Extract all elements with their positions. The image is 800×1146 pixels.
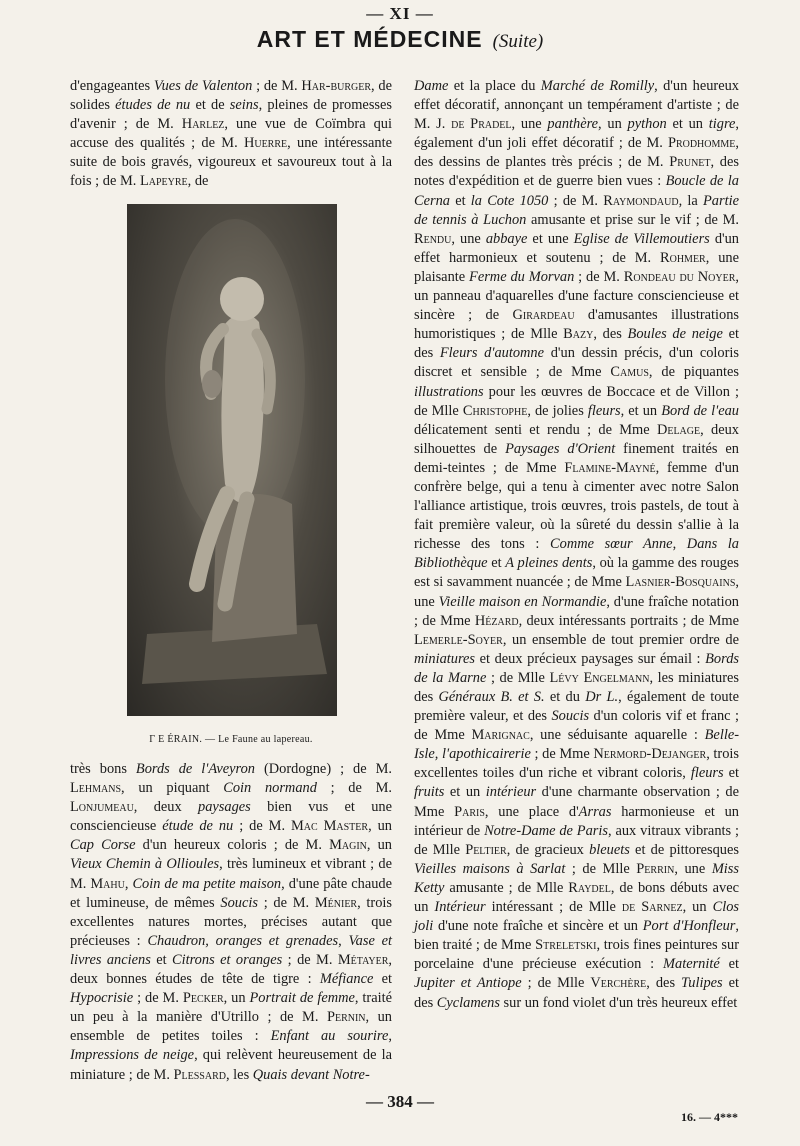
work-title: Maternité — [663, 956, 720, 973]
name-smallcaps: Camus — [610, 364, 649, 381]
name-smallcaps: Girardeau — [512, 307, 575, 324]
name-smallcaps: de Sarnez — [621, 899, 683, 916]
name-smallcaps: Lapeyre — [139, 173, 188, 190]
work-title: Intérieur — [434, 899, 486, 916]
name-smallcaps: Magin — [329, 837, 367, 854]
page-marker: — XI — — [366, 4, 434, 23]
work-title: Quais devant Notre- — [252, 1066, 370, 1083]
name-smallcaps: Pernin — [326, 1009, 366, 1026]
name-smallcaps: Plessard — [173, 1066, 226, 1083]
work-title: Portrait de femme — [249, 990, 355, 1007]
page-number: — 384 — — [366, 1092, 434, 1111]
work-title: paysages — [198, 799, 251, 816]
work-title: Partie de tennis à Luchon — [414, 192, 739, 228]
work-title: fleurs — [587, 402, 621, 419]
paragraph: Dame et la place du Marché de Romilly, d'un heureux effet décoratif, annonçant un tempérament d'artiste ; de M. J. de Pradel, une panthère, un python et un tigre, également d'un joli effet décoratif ; de M. Prodhomme, des dessins de plantes très précis ; de M. Prunet, des notes d'expédition et de guerre bien vues : Boucle de la Cerna et la Cote 1050 ; de M. Raymondaud, la Partie de tennis à Luchon amusante et prise sur le vif ; de M. Rendu, une abbaye et une Eglise de Villemoutiers d'un effet harmonieux et soutenu ; de M. Rohmer, une plaisante Ferme du Morvan ; de M. Rondeau du Noyer, un panneau d'aquarelles d'une facture consciencieuse et sincère ; de Girardeau d'amusantes illustrations humoristiques ; de Mlle Bazy, des Boules de neige et des Fleurs d'automne d'un dessin précis, d'un coloris discret et sensible ; de Mme Camus, de piquantes illustrations pour les œuvres de Boccace et de Villon ; de Mlle Christophe, de jolies fleurs, et un Bord de l'eau délicatement senti et rendu ; de Mme Delage, deux silhouettes de Paysages d'Orient finement traités en demi-teintes ; de Mme Flamine-Mayné, femme d'un confrère belge, qui a tenu à cimenter avec notre Salon l'alliance artistique, trois œuvres, trois pastels, de tout à fait première valeur, où la sûreté du dessin s'allie à la richesse des tons : Comme sœur Anne, Dans la Bibliothèque et A pleines dents, où la gamme des rouges est si savamment nuancée ; de Mme Lasnier-Bosquains, une Vieille maison en Normandie, d'une fraîche notation ; de Mme Hézard, deux intéressants portraits ; de Mme Lemerle-Soyer, un ensemble de tout premier ordre de miniatures et deux précieux paysages sur émail : Bords de la Marne ; de Mlle Lévy Engelmann, les miniatures des Généraux B. et S. et du Dr L., également de toute première valeur, et des Soucis d'un coloris vif et franc ; de Mme Marignac, une séduisante aquarelle : Belle-Isle, l'apothicairerie ; de Mme Nermord-Dejanger, trois excellentes toiles d'un riche et vibrant coloris, fleurs et fruits et un intérieur d'une charmante observation ; de Mme Paris, une place d'Arras harmonieuse et un intérieur de Notre-Dame de Paris, aux vitraux vibrants ; de Mlle Peltier, de gracieux bleuets et de pittoresques Vieilles maisons à Sarlat ; de Mlle Perrin, une Miss Ketty amusante ; de Mlle Raydel, de bons débuts avec un Intérieur intéressant ; de Mlle de Sarnez, un Clos joli d'une note fraîche et sincère et un Port d'Honfleur, bien traité ; de Mme Streletski, trois fines peintures sur porcelaine d'une précieuse exécution : Maternité et Jupiter et Antiope ; de Mlle Verchère, des Tulipes et des Cyclamens sur un fond violet d'un très heureux effet — [414, 78, 740, 1011]
name-smallcaps: J. de Pradel — [436, 116, 512, 133]
name-smallcaps: Mac Master — [290, 818, 369, 835]
work-title: Paysages d'Orient — [505, 440, 616, 457]
work-title: Fleurs d'automne — [439, 345, 544, 362]
work-title: Soucis — [220, 894, 258, 911]
work-title: miniatures — [414, 650, 476, 667]
sculpture-photo — [127, 204, 337, 716]
work-title: Port d'Honfleur — [642, 918, 736, 935]
name-smallcaps: Lehmans — [70, 780, 122, 797]
name-smallcaps: Rohmer — [660, 249, 706, 266]
caption-text: Le Faune au lapereau. — [218, 734, 313, 745]
work-title: Vieille maison en Normandie — [438, 593, 607, 610]
name-smallcaps: Métayer — [337, 951, 389, 968]
name-smallcaps: Ménier — [314, 894, 358, 911]
work-title: Vieux Chemin à Ollioules — [70, 856, 220, 873]
work-title: Comme sœur Anne — [550, 536, 673, 553]
work-title: illustrations — [414, 383, 484, 400]
work-title: seins — [229, 97, 259, 114]
work-title: Cap Corse — [70, 837, 136, 854]
work-title: Belle-Isle, l'apothicairerie — [414, 727, 739, 763]
work-title: Miss Ketty — [414, 860, 739, 896]
name-smallcaps: Lasnier-Bosquains — [625, 574, 736, 591]
work-title: Vieilles maisons à Sarlat — [414, 860, 566, 877]
work-title: Boules de neige — [627, 326, 723, 343]
work-title: étude de nu — [162, 818, 234, 835]
work-title: abbaye — [485, 230, 528, 247]
name-smallcaps: Marignac — [471, 727, 530, 744]
work-title: Eglise de Villemoutiers — [573, 230, 710, 247]
work-title: Chaudron, oranges et grenades — [147, 932, 339, 949]
signature-mark: 16. — 4*** — [681, 1110, 738, 1124]
article-header — [0, 26, 800, 53]
work-title: Ferme du Morvan — [469, 268, 575, 285]
work-title: Dr L. — [585, 689, 619, 705]
name-smallcaps: Prodhomme — [667, 135, 736, 152]
name-smallcaps: Raymondaud — [603, 192, 679, 209]
name-smallcaps: Perrin — [636, 860, 675, 877]
work-title: A pleines dents — [505, 555, 593, 572]
work-title: la Cote 1050 — [470, 192, 549, 209]
work-title: fleurs — [690, 765, 724, 782]
work-title: Généraux B. et S. — [438, 689, 545, 705]
name-smallcaps: Flamine-Mayné — [564, 459, 656, 476]
name-smallcaps: Verchère — [590, 975, 647, 992]
work-title: Bords de l'Aveyron — [135, 761, 255, 777]
name-smallcaps: Lévy Engelmann — [549, 669, 650, 686]
article-subtitle: (Suite) — [492, 31, 544, 52]
work-title: fruits — [414, 784, 445, 801]
work-title: Jupiter et Antiope — [414, 975, 522, 992]
work-title: Coin normand — [223, 780, 317, 797]
right-column — [414, 77, 739, 1013]
work-title: Hypocrisie — [70, 990, 134, 1007]
work-title: Notre-Dame de Paris — [484, 822, 608, 839]
work-title: Clos joli — [414, 899, 739, 935]
work-title: python — [627, 116, 667, 133]
name-smallcaps: Prunet — [669, 154, 711, 171]
name-smallcaps: Peltier — [465, 841, 507, 858]
name-smallcaps: Paris — [454, 803, 485, 820]
name-smallcaps: Mahu — [90, 875, 125, 892]
work-title: Cyclamens — [436, 994, 500, 1011]
name-smallcaps: Delage — [656, 421, 701, 438]
work-title: Dame — [414, 78, 449, 94]
work-title: bleuets — [589, 841, 630, 858]
name-smallcaps: Raydel — [568, 879, 611, 896]
name-smallcaps: Bazy — [563, 326, 594, 343]
name-smallcaps: Christophe — [462, 402, 528, 419]
work-title: Boucle de la Cerna — [414, 173, 739, 209]
name-smallcaps: Rendu — [414, 230, 452, 247]
caption-prefix: Γ E ÉRAIN. — — [149, 734, 216, 745]
work-title: Méfiance — [319, 971, 374, 988]
name-smallcaps: Pecker — [182, 990, 224, 1007]
work-title: Soucis — [551, 708, 590, 725]
work-title: Coin de ma petite maison — [132, 875, 282, 892]
work-title: Tulipes — [681, 975, 723, 992]
name-smallcaps: Lemerle-Soyer — [414, 631, 503, 648]
paragraph: d'engageantes Vues de Valenton ; de M. Har-burger, de solides études de nu et de seins, pleines de promesses d'avenir ; de M. Harlez, une vue de Coïmbra qui accuse des qualités ; de M. Huerre, une intéressante suite de bois gravés, vigoureux et savoureux tout à la fois ; de M. Lapeyre, de — [70, 78, 393, 190]
work-title: panthère — [547, 116, 599, 133]
work-title: Marché de Romilly — [540, 78, 655, 94]
name-smallcaps: Nermord-Dejanger — [593, 746, 707, 763]
work-title: Impressions de neige — [70, 1047, 195, 1064]
name-smallcaps: Harlez — [181, 116, 225, 133]
figure-caption — [70, 734, 392, 745]
article-title: ART ET MÉDECINE — [256, 26, 483, 52]
work-title: Citrons et oranges — [172, 951, 283, 968]
name-smallcaps: Streletski — [535, 937, 597, 954]
name-smallcaps: Rondeau du Noyer — [623, 268, 736, 285]
name-smallcaps: Har-burger — [301, 78, 372, 94]
work-title: Dans la Bibliothèque — [414, 536, 739, 572]
left-column-bottom — [70, 760, 392, 1085]
work-title: études de nu — [115, 97, 191, 114]
work-title: Bords de la Marne — [414, 650, 739, 686]
left-column-top — [70, 77, 392, 192]
name-smallcaps: Huerre — [243, 135, 288, 152]
name-smallcaps: Hézard — [474, 612, 519, 629]
work-title: intérieur — [485, 784, 537, 801]
work-title: Vues de Valenton — [153, 78, 253, 94]
work-title: Vase et livres anciens — [70, 932, 392, 968]
work-title: Arras — [578, 803, 612, 820]
name-smallcaps: Lonjumeau — [70, 799, 134, 816]
work-title: Bord de l'eau — [661, 402, 739, 419]
paragraph: très bons Bords de l'Aveyron (Dordogne) ; de M. Lehmans, un piquant Coin normand ; de M. Lonjumeau, deux paysages bien vus et une consciencieuse étude de nu ; de M. Mac Master, un Cap Corse d'un heureux coloris ; de M. Magin, un Vieux Chemin à Ollioules, très lumineux et vibrant ; de M. Mahu, Coin de ma petite maison, d'une pâte chaude et lumineuse, de mêmes Soucis ; de M. Ménier, trois excellentes natures mortes, précises autant que précieuses : Chaudron, oranges et grenades, Vase et livres anciens et Citrons et oranges ; de M. Métayer, deux bonnes études de tête de tigre : Méfiance et Hypocrisie ; de M. Pecker, un Portrait de femme, traité un peu à la manière d'Utrillo ; de M. Pernin, un ensemble de petites toiles : Enfant au sourire, Impressions de neige, qui relèvent heureusement de la miniature ; de M. Plessard, les Quais devant Notre- — [70, 761, 393, 1083]
work-title: tigre — [708, 116, 736, 133]
work-title: Enfant au sourire — [270, 1028, 389, 1045]
